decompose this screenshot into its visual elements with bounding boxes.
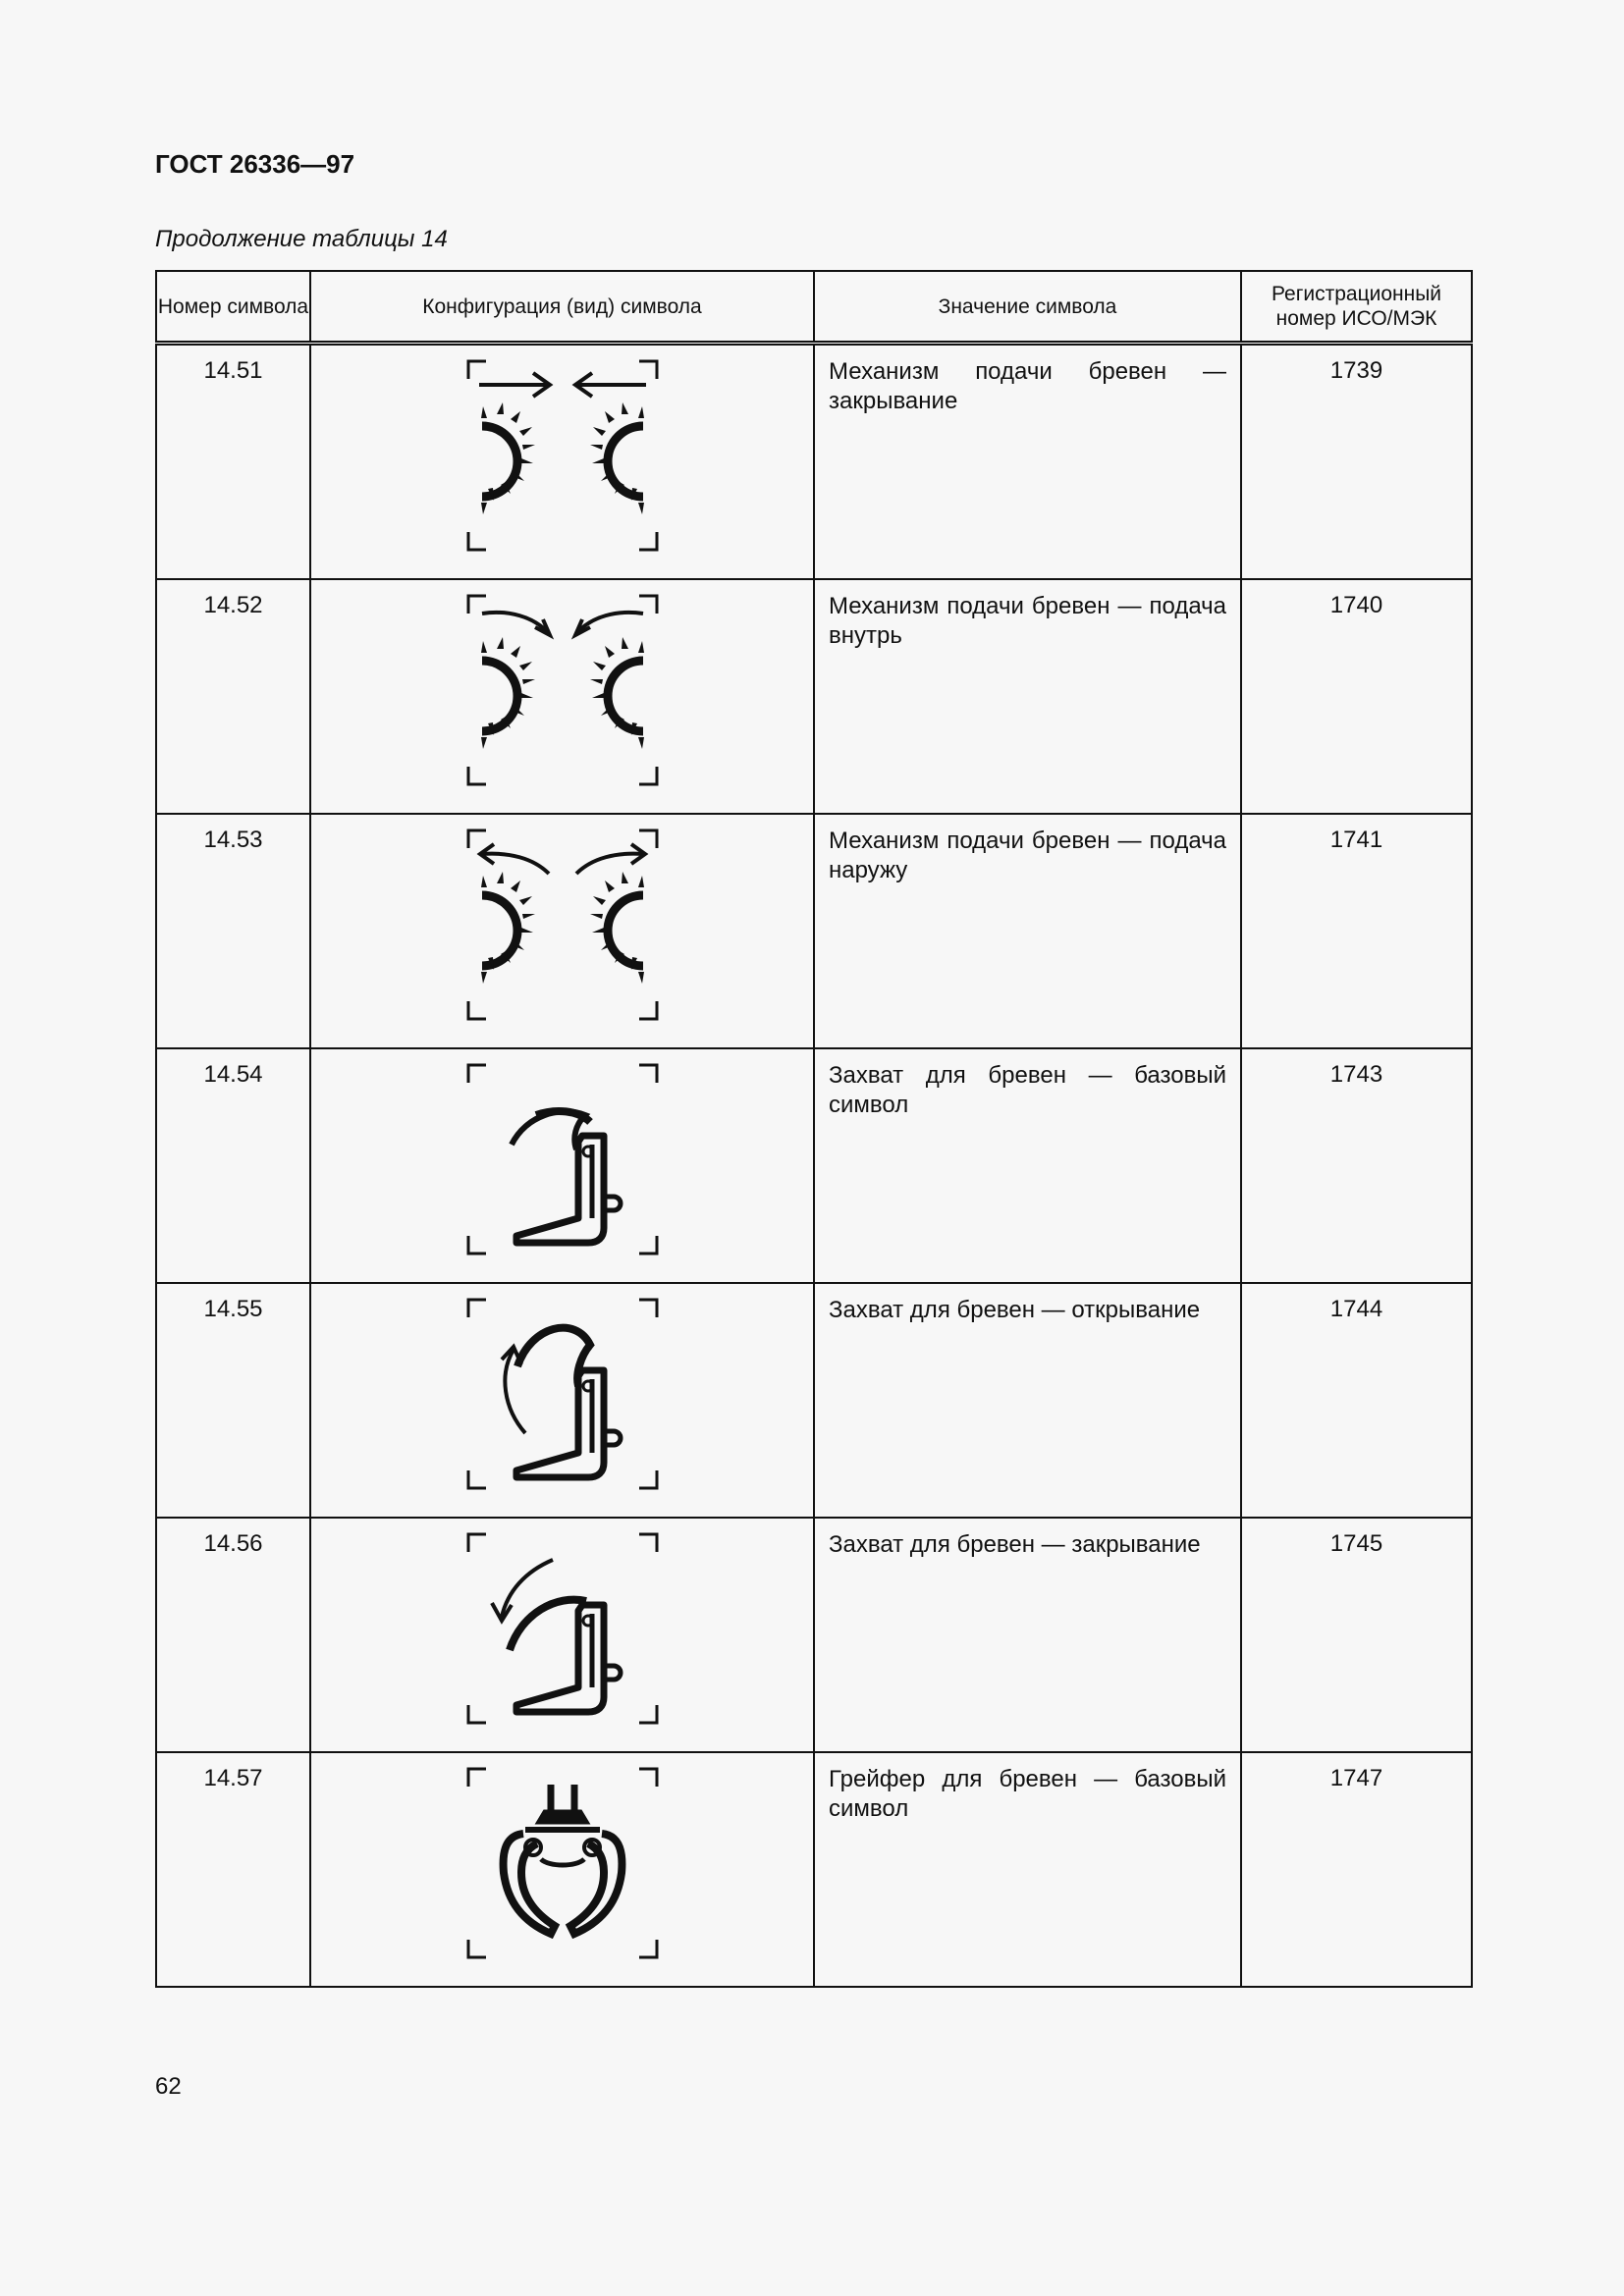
log-grab-basic-icon <box>464 1765 661 1961</box>
table-row <box>156 814 1472 1048</box>
table-caption: Продолжение таблицы 14 <box>155 226 448 252</box>
log-grapple-opening-icon <box>464 1296 661 1492</box>
log-grapple-closing-icon <box>464 1530 661 1727</box>
column-header-registration: Регистрационный номер ИСО/МЭК <box>1241 271 1472 344</box>
registration-number: 1739 <box>1241 344 1472 580</box>
table-row <box>156 579 1472 814</box>
symbol-number: 14.51 <box>156 344 310 580</box>
log-feed-inward-icon <box>464 592 661 788</box>
symbol-number: 14.52 <box>156 579 310 814</box>
table-header-row <box>156 271 1472 344</box>
symbol-number: 14.56 <box>156 1518 310 1752</box>
page-number: 62 <box>155 2073 182 2100</box>
symbol-meaning: Механизм подачи бревен — подача наружу <box>814 814 1241 1048</box>
symbol-meaning: Механизм подачи бревен — подача внутрь <box>814 579 1241 814</box>
log-grapple-basic-icon <box>464 1061 661 1257</box>
registration-number: 1743 <box>1241 1048 1472 1283</box>
document-code: ГОСТ 26336—97 <box>155 149 355 179</box>
table-row <box>156 344 1472 580</box>
symbol-number: 14.55 <box>156 1283 310 1518</box>
symbol-meaning: Захват для бревен — базовый символ <box>814 1048 1241 1283</box>
symbols-table <box>155 270 1473 1988</box>
table-row <box>156 1048 1472 1283</box>
column-header-number: Номер символа <box>156 271 310 344</box>
column-header-configuration: Конфигурация (вид) символа <box>310 271 814 344</box>
symbol-meaning: Грейфер для бревен — базовый символ <box>814 1752 1241 1987</box>
symbol-meaning: Механизм подачи бревен — закрывание <box>814 344 1241 580</box>
column-header-meaning: Значение символа <box>814 271 1241 344</box>
table-row <box>156 1283 1472 1518</box>
symbol-number: 14.57 <box>156 1752 310 1987</box>
log-feed-outward-icon <box>464 827 661 1023</box>
table-row <box>156 1518 1472 1752</box>
registration-number: 1747 <box>1241 1752 1472 1987</box>
symbol-meaning: Захват для бревен — закрывание <box>814 1518 1241 1752</box>
log-feed-closing-icon <box>464 357 661 554</box>
table-row <box>156 1752 1472 1987</box>
symbol-number: 14.54 <box>156 1048 310 1283</box>
symbol-meaning: Захват для бревен — открывание <box>814 1283 1241 1518</box>
registration-number: 1745 <box>1241 1518 1472 1752</box>
registration-number: 1741 <box>1241 814 1472 1048</box>
symbol-number: 14.53 <box>156 814 310 1048</box>
registration-number: 1744 <box>1241 1283 1472 1518</box>
registration-number: 1740 <box>1241 579 1472 814</box>
